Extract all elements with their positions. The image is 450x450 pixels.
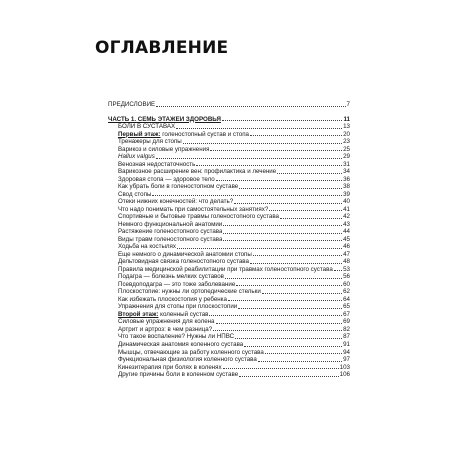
toc-entry[interactable] (108, 349, 350, 357)
toc-page-number: 103 (339, 363, 350, 371)
toc-entry[interactable] (108, 206, 350, 214)
toc-entry-text: Дельтовидная связка голеностопного сустава (118, 258, 249, 266)
toc-page-number: 67 (343, 310, 350, 318)
toc-entry-part1[interactable] (108, 116, 350, 124)
dot-leader (223, 367, 339, 369)
toc-page-number: 23 (343, 138, 350, 146)
toc-entry[interactable] (108, 176, 350, 184)
toc-page-number: 106 (339, 371, 350, 379)
toc-page-number: 82 (343, 325, 350, 333)
toc-page-number: 29 (343, 153, 350, 161)
toc-entry-text: Что такое воспаление? Нужны ли НПВС (118, 333, 235, 341)
dot-leader (236, 284, 342, 286)
toc-entry-text: Спортивные и бытовые травмы голеностопного сустава (118, 213, 279, 221)
toc-entry-text: Подагра — болезнь мелких суставов (118, 273, 224, 281)
toc-entry[interactable] (108, 243, 350, 251)
toc-entry[interactable] (108, 228, 350, 236)
toc-entry[interactable] (108, 318, 350, 326)
dot-leader (152, 194, 342, 196)
dot-leader (258, 360, 342, 362)
toc-entry-text: Псевдоподагра — это тоже заболевание (118, 280, 236, 288)
dot-leader (196, 164, 342, 166)
toc-page-number: 45 (343, 235, 350, 243)
toc-page-number: 64 (343, 295, 350, 303)
toc-entry-text: Еще немного о динамической анатомии стопы (118, 250, 252, 258)
toc-entry[interactable] (108, 213, 350, 221)
toc-entry-text: Динамическая анатомия коленного сустава (118, 340, 244, 348)
toc-page-number: 36 (343, 175, 350, 183)
toc-entry[interactable] (108, 236, 350, 244)
toc-page-number: 43 (343, 220, 350, 228)
toc-page-number: 42 (343, 213, 350, 221)
toc-entry[interactable] (108, 281, 350, 289)
dot-leader (253, 254, 342, 256)
dot-leader (209, 314, 342, 316)
toc-entry[interactable] (108, 364, 350, 372)
dot-leader (235, 337, 342, 339)
toc-entry-text: Кинезитерапия при болях в коленях (118, 363, 222, 371)
toc-entry-text: Растяжение голеностопного сустава (118, 228, 223, 236)
dot-leader (239, 375, 339, 377)
toc-entry[interactable] (108, 191, 350, 199)
toc-floor-text: коленный сустав (158, 310, 209, 318)
toc-entry[interactable] (108, 168, 350, 176)
dot-leader (244, 345, 342, 347)
toc-entry[interactable] (108, 161, 350, 169)
toc-entry[interactable] (108, 183, 350, 191)
toc-entry-text: Плоскостопие: нужны ли ортопедические стельки (118, 288, 261, 296)
toc-entry-text: Виды травм голеностопного сустава (118, 235, 223, 243)
dot-leader (269, 209, 342, 211)
toc-entry-text: ПРЕДИСЛОВИЕ (108, 101, 156, 108)
dot-leader (156, 105, 345, 107)
toc-entry-preface[interactable] (108, 101, 350, 109)
toc-page-number: 94 (343, 348, 350, 356)
toc-page-number: 34 (343, 168, 350, 176)
toc-entry-text: Немного функциональной анатомии (118, 220, 223, 228)
toc-entry-text: Венозная недостаточность (118, 160, 196, 168)
toc-page-number: 97 (343, 356, 350, 364)
dot-leader (176, 127, 342, 129)
toc-entry-text: Свод стопы (118, 190, 152, 198)
dot-leader (262, 292, 342, 294)
dot-leader (277, 172, 342, 174)
toc-entry-text: Другие причины боли в коленном суставе (118, 371, 239, 379)
dot-leader (223, 224, 342, 226)
toc-entry[interactable] (108, 333, 350, 341)
toc-entry[interactable] (108, 221, 350, 229)
toc-page-number: 60 (343, 280, 350, 288)
toc-entry-text: Как избежать плоскостопия у ребенка (118, 295, 227, 303)
dot-leader (156, 157, 342, 159)
dot-leader (210, 149, 342, 151)
toc-page-number: 44 (343, 228, 350, 236)
toc-floor-title (118, 131, 249, 139)
dot-leader (234, 202, 342, 204)
toc-page-number: 65 (343, 303, 350, 311)
toc-entry-section[interactable] (108, 123, 350, 131)
toc-entry-text: Правила медицинской реабилитации при травмах голеностопного сустава (118, 265, 333, 273)
toc-page-number: 39 (343, 190, 350, 198)
dot-leader (228, 299, 342, 301)
toc-section-title: БОЛИ В СУСТАВАХ (118, 123, 176, 131)
toc-page-number: 47 (343, 250, 350, 258)
toc-entry[interactable] (108, 341, 350, 349)
dot-leader (225, 277, 342, 279)
toc-page-number: 53 (343, 265, 350, 273)
toc-page-number: 46 (343, 243, 350, 251)
dot-leader (280, 217, 342, 219)
toc-entry-text: Упражнения для стопы при плоскостопии (118, 303, 238, 311)
toc-page-number: 91 (343, 340, 350, 348)
toc-entry-text: Ходьба на костылях (118, 243, 176, 251)
toc-entry[interactable] (108, 296, 350, 304)
toc-entry-text: Hallux valgus (118, 153, 155, 161)
toc-entry[interactable] (108, 153, 350, 161)
dot-leader (216, 179, 342, 181)
toc-entry-floor1[interactable] (108, 131, 350, 139)
toc-page-number: 7 (346, 101, 350, 108)
toc-page-number: 41 (343, 205, 350, 213)
dot-leader (177, 247, 342, 249)
toc-page-number: 62 (343, 288, 350, 296)
toc-entry[interactable] (108, 258, 350, 266)
toc-list-floor1 (108, 138, 350, 311)
dot-leader (239, 187, 342, 189)
toc-entry[interactable] (108, 288, 350, 296)
dot-leader (223, 232, 342, 234)
toc-entry-text: Что надо понимать при самостоятельных занятиях? (118, 205, 269, 213)
toc-page-number: 87 (343, 333, 350, 341)
dot-leader (238, 307, 342, 309)
toc-page-number: 31 (343, 160, 350, 168)
toc-page-number: 25 (343, 145, 350, 153)
toc-entry[interactable] (108, 138, 350, 146)
toc-entry-text: Функциональная физиология коленного сустава (118, 356, 257, 364)
dot-leader (183, 142, 342, 144)
toc-entry-text: Варикоз и силовые упражнения (118, 145, 210, 153)
toc-entry[interactable] (108, 198, 350, 206)
toc-page-number: 48 (343, 258, 350, 266)
toc-entry-text: Мышцы, отвечающие за работу коленного сустава (118, 348, 264, 356)
dot-leader (216, 322, 343, 324)
toc-list-floor2 (108, 318, 350, 378)
toc-entry[interactable] (108, 146, 350, 154)
dot-leader (265, 352, 342, 354)
dot-leader (334, 269, 342, 271)
toc-entry-text: Как убрать боли в голеностопном суставе (118, 183, 239, 191)
toc-page-number: 20 (343, 130, 350, 138)
toc-page-number: 11 (343, 115, 350, 123)
page-title: ОГЛАВЛЕНИЕ (95, 38, 229, 58)
toc-floor-title (118, 311, 208, 319)
toc-entry[interactable] (108, 303, 350, 311)
toc-floor-text: голеностопный сустав и стопа (160, 130, 249, 138)
toc-entry[interactable] (108, 326, 350, 334)
toc-entry[interactable] (108, 266, 350, 274)
toc-page-number: 69 (343, 318, 350, 326)
toc-page-number: 40 (343, 198, 350, 206)
toc-entry[interactable] (108, 251, 350, 259)
toc-entry[interactable] (108, 273, 350, 281)
toc-entry-text: Отеки нижних конечностей: что делать? (118, 198, 234, 206)
toc-page-number: 13 (343, 123, 350, 131)
toc-page-number: 56 (343, 273, 350, 281)
dot-leader (222, 119, 343, 121)
toc-floor-label: Второй этаж: (118, 310, 159, 318)
toc-page-number: 38 (343, 183, 350, 191)
dot-leader (223, 239, 342, 241)
toc-entry[interactable] (108, 356, 350, 364)
toc-entry-text: Артрит и артроз: в чем разница? (118, 325, 213, 333)
dot-leader (213, 329, 342, 331)
table-of-contents (108, 101, 350, 379)
dot-leader (250, 134, 342, 136)
toc-entry-text: Варикозное расширение вен: профилактика и лечение (118, 168, 277, 176)
toc-entry-text: Здоровая стопа — здоровое тело (118, 175, 215, 183)
toc-entry-floor2[interactable] (108, 311, 350, 319)
toc-entry[interactable] (108, 371, 350, 379)
dot-leader (250, 262, 342, 264)
toc-floor-label: Первый этаж: (118, 130, 161, 138)
toc-entry-text: Тренажеры для стопы (118, 138, 182, 146)
toc-part-title: ЧАСТЬ 1. СЕМЬ ЭТАЖЕЙ ЗДОРОВЬЯ (108, 115, 221, 123)
toc-entry-text: Силовые упражнения для колена (118, 318, 215, 326)
